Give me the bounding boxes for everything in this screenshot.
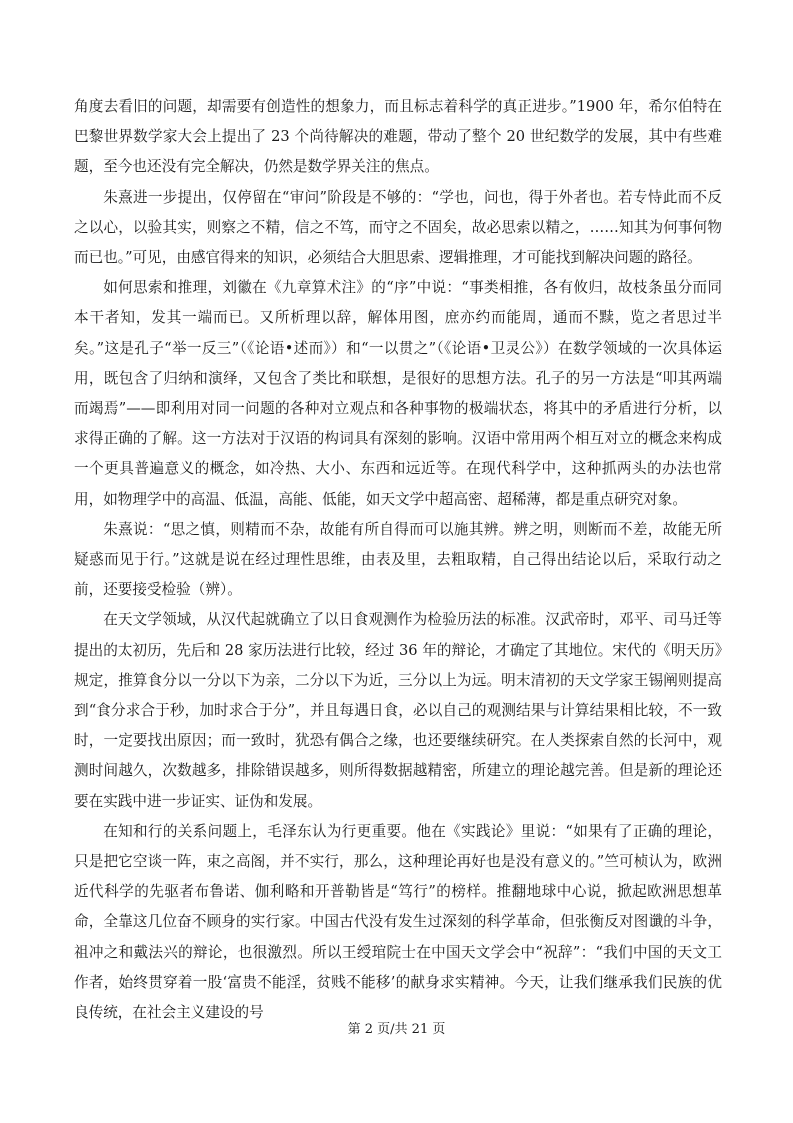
paragraph-6: 在知和行的关系问题上，毛泽东认为行更重要。他在《实践论》里说：“如果有了正确的理论，只是把它空谈一阵，束之高阁，并不实行，那么，这种理论再好也是没有意义的。”竺可桢认为，欧洲近代科学的先驱者布鲁诺、伽利略和开普勒皆是“笃行”的榜样。推翻地球中心说，掀起欧洲思想革命，全靠这几位奋不顾身的实行家。中国古代没有发生过深刻的科学革命，但张衡反对图谶的斗争，祖冲之和戴法兴的辩论，也很激烈。所以王绶琯院士在中国天文学会中“祝辞”：“我们中国的天文工作者，始终贯穿着一股‘富贵不能淫，贫贱不能移’的献身求实精神。今天，让我们继承我们民族的优良传统，在社会主义建设的号: [74, 822, 722, 1022]
paragraph-4: 朱熹说：“思之慎，则精而不杂，故能有所自得而可以施其辨。辨之明，则断而不差，故能无所疑惑而见于行。”这就是说在经过理性思维，由表及里，去粗取精，自己得出结论以后，采取行动之前，还要接受检验（辨）。: [74, 520, 722, 599]
body-text: [74, 92, 722, 1028]
paragraph-5: 在天文学领域，从汉代起就确立了以日食观测作为检验历法的标准。汉武帝时，邓平、司马迁等提出的太初历，先后和 28 家历法进行比较，经过 36 年的辩论，才确定了其地位。宋代的《明天历》规定，推算食分以一分以下为亲，二分以下为近，三分以上为远。明末清初的天文学家王锡阐则提高到“食分求合于秒，加时求合于分”，并且每遇日食，必以自己的观测结果与计算结果相比较，不一致时，一定要找出原因；而一致时，犹恐有偶合之缘，也还要继续研究。在人类探索自然的长河中，观测时间越久，次数越多，排除错误越多，则所得数据越精密，所建立的理论越完善。但是新的理论还要在实践中进一步证实、证伪和发展。: [74, 611, 722, 810]
paragraph-3: 如何思索和推理，刘徽在《九章算术注》的“序”中说：“事类相推，各有攸归，故枝条虽分而同本干者知，发其一端而已。又所析理以辞，解体用图，庶亦约而能周，通而不黩，览之者思过半矣。”这是孔子“举一反三”（《论语•述而》）和“一以贯之”（《论语•卫灵公》）在数学领域的一次具体运用，既包含了归纳和演绎，又包含了类比和联想，是很好的思想方法。孔子的另一方法是“叩其两端而竭焉”——即利用对同一问题的各种对立观点和各种事物的极端状态，将其中的矛盾进行分析，以求得正确的了解。这一方法对于汉语的构词具有深刻的影响。汉语中常用两个相互对立的概念来构成一个更具普遍意义的概念，如冷热、大小、东西和远近等。在现代科学中，这种抓两头的办法也常用，如物理学中的高温、低温，高能、低能，如天文学中超高密、超稀薄，都是重点研究对象。: [74, 279, 722, 508]
page-footer: 第 2 页/共 21 页: [347, 1022, 446, 1037]
paragraph-1: 角度去看旧的问题，却需要有创造性的想象力，而且标志着科学的真正进步。”1900 年，希尔伯特在巴黎世界数学家大会上提出了 23 个尚待解决的难题，带动了整个 20 世纪数学的发展，其中有些难题，至今也还没有完全解决，仍然是数学界关注的焦点。: [74, 98, 722, 176]
paragraph-2: 朱熹进一步提出，仅停留在“审问”阶段是不够的：“学也，问也，得于外者也。若专恃此而不反之以心，以验其实，则察之不精，信之不笃，而守之不固矣，故必思索以精之，……知其为何事何物而已也。”可见，由感官得来的知识，必须结合大胆思索、逻辑推理，才可能找到解决问题的路径。: [74, 188, 722, 267]
